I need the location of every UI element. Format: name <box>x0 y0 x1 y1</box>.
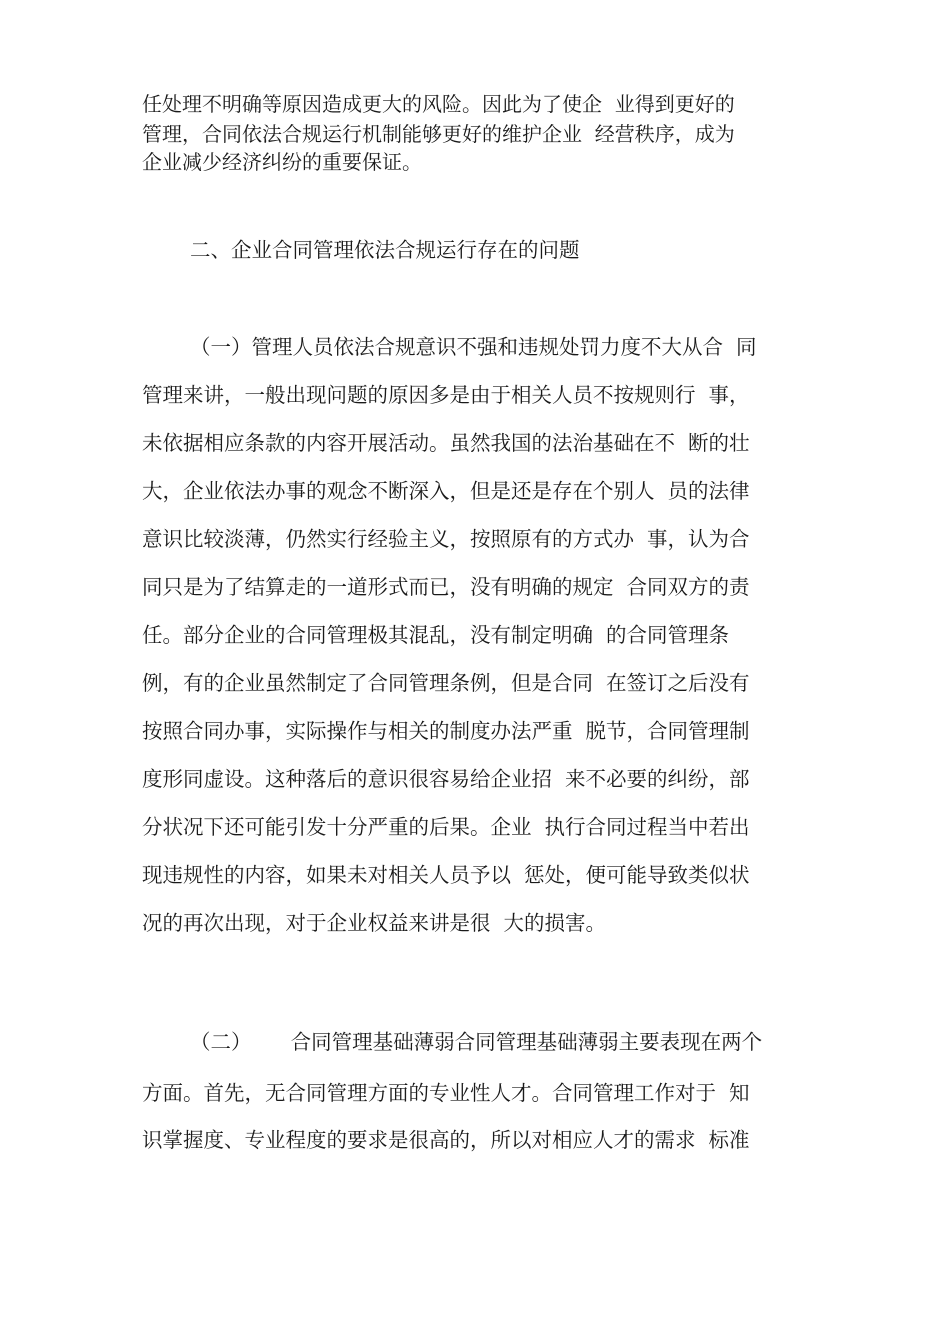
subsection-1-line: 度形同虚设。这种落后的意识很容易给企业招 来不必要的纠纷，部 <box>142 767 750 791</box>
subsection-1-line: 例，有的企业虽然制定了合同管理条例，但是合同 在签订之后没有 <box>142 671 750 695</box>
subsection-1-line: 意识比较淡薄，仍然实行经验主义，按照原有的方式办 事，认为合 <box>142 527 750 551</box>
subsection-1-line: 任。部分企业的合同管理极其混乱，没有制定明确 的合同管理条 <box>142 623 730 647</box>
subsection-1-line: 现违规性的内容，如果未对相关人员予以 惩处，便可能导致类似状 <box>142 863 750 887</box>
subsection-1-line: 按照合同办事，实际操作与相关的制度办法严重 脱节，合同管理制 <box>142 719 750 743</box>
subsection-1-line: 管理来讲，一般出现问题的原因多是由于相关人员不按规则行 事， <box>142 383 750 407</box>
paragraph-line: 管理，合同依法合规运行机制能够更好的维护企业 经营秩序，成为 <box>142 122 735 146</box>
subsection-1-line: 大，企业依法办事的观念不断深入，但是还是存在个别人 员的法律 <box>142 479 750 503</box>
paragraph-line: 任处理不明确等原因造成更大的风险。因此为了使企 业得到更好的 <box>142 92 735 116</box>
subsection-1-line: 同只是为了结算走的一道形式而已，没有明确的规定 合同双方的责 <box>142 575 750 599</box>
subsection-1-line: 分状况下还可能引发十分严重的后果。企业 执行合同过程当中若出 <box>142 815 750 839</box>
subsection-2-line: 识掌握度、专业程度的要求是很高的，所以对相应人才的需求 标准 <box>142 1128 750 1152</box>
section-heading: 二、企业合同管理依法合规运行存在的问题 <box>190 238 580 262</box>
subsection-1-line: 况的再次出现，对于企业权益来讲是很 大的损害。 <box>142 911 607 935</box>
subsection-2-line: 方面。首先，无合同管理方面的专业性人才。合同管理工作对于 知 <box>142 1081 750 1105</box>
paragraph-line: 企业减少经济纠纷的重要保证。 <box>142 150 422 174</box>
subsection-1-line: （一）管理人员依法合规意识不强和违规处罚力度不大从合 同 <box>190 335 757 359</box>
subsection-1-line: 未依据相应条款的内容开展活动。虽然我国的法治基础在不 断的壮 <box>142 431 750 455</box>
subsection-2-line: （二） 合同管理基础薄弱合同管理基础薄弱主要表现在两个 <box>190 1030 763 1054</box>
